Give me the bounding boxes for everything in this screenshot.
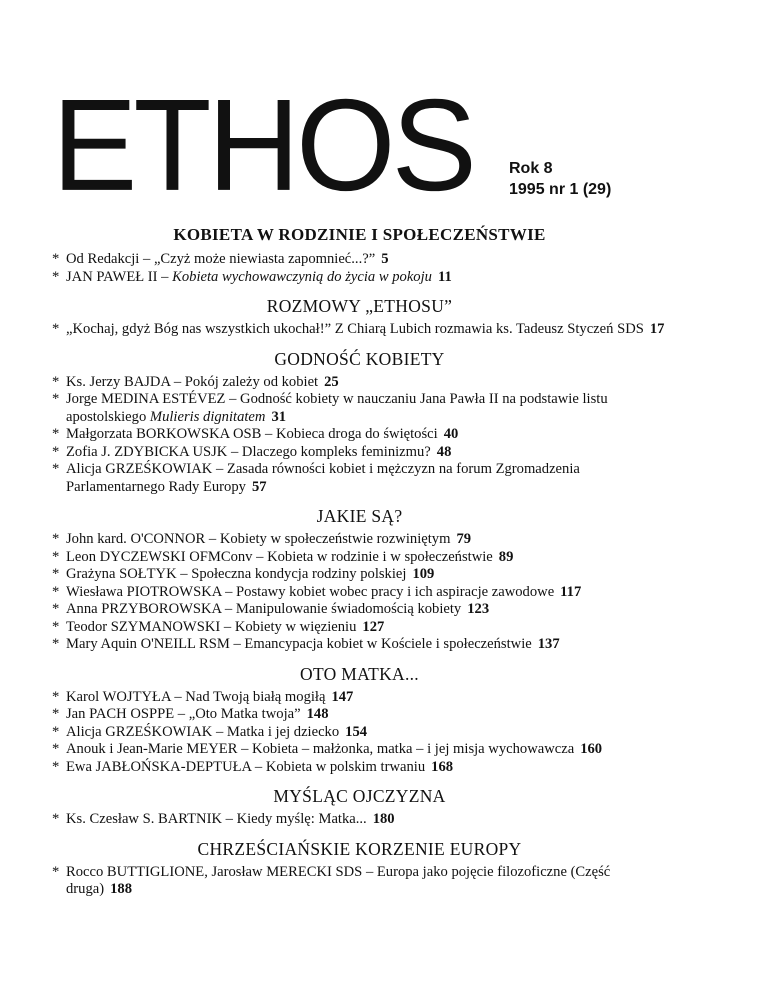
bullet-asterisk: *	[52, 583, 60, 600]
toc-entry	[52, 444, 667, 462]
bullet-asterisk: *	[52, 688, 60, 705]
issue-year: Rok 8	[509, 160, 553, 177]
section-title: MYŚLĄC OJCZYZNA	[273, 786, 446, 806]
section-title: OTO MATKA...	[300, 663, 419, 684]
page-number: 137	[537, 636, 560, 652]
entry-text: Leon DYCZEWSKI OFMConv – Kobieta w rodzinie i w społeczeństwie	[66, 548, 493, 565]
entry-text: Teodor SZYMANOWSKI – Kobiety w więzieniu	[66, 618, 357, 635]
page-number: 89	[498, 548, 514, 565]
bullet-asterisk: *	[52, 566, 60, 582]
entry-text: Anouk i Jean-Marie MEYER – Kobieta – małżonka, matka – i jej misja wychowawcza	[66, 741, 575, 757]
table-of-contents	[52, 224, 667, 908]
toc-section	[52, 224, 667, 286]
toc-entry	[52, 759, 667, 777]
entry-text: Alicja GRZEŚKOWIAK – Zasada równości kobiet i mężczyzn na forum Zgromadzenia Parlamentarnego Rady Europy	[66, 461, 580, 495]
page-number: 188	[110, 881, 132, 897]
entry-text: Grażyna SOŁTYK – Społeczna kondycja rodziny polskiej	[66, 566, 407, 582]
page-number: 11	[437, 268, 452, 285]
bullet-asterisk: *	[52, 618, 60, 635]
entry-text: Od Redakcji – „Czyż może niewiasta zapomnieć...?”	[66, 251, 376, 267]
section-title: KOBIETA W RODZINIE I SPOŁECZEŃSTWIE	[173, 225, 546, 244]
toc-entry	[52, 619, 667, 637]
page-number: 25	[324, 373, 339, 390]
section-title: ROZMOWY „ETHOSU”	[266, 296, 453, 316]
page-number: 180	[372, 811, 395, 827]
page-number: 168	[431, 758, 454, 775]
entry-text: Anna PRZYBOROWSKA – Manipulowanie świadomością kobiety	[66, 601, 462, 617]
entry-text: Ewa JABŁOŃSKA-DEPTUŁA – Kobieta w polskim trwaniu	[66, 758, 426, 775]
bullet-asterisk: *	[52, 461, 60, 477]
bullet-asterisk: *	[52, 531, 60, 547]
toc-section	[52, 663, 667, 777]
toc-entry	[52, 461, 667, 496]
toc-section	[52, 295, 667, 339]
bullet-asterisk: *	[52, 426, 60, 442]
toc-entry	[52, 549, 667, 567]
entry-text: Alicja GRZEŚKOWIAK – Matka i jej dziecko	[66, 723, 340, 740]
page-number: 79	[456, 531, 472, 547]
bullet-asterisk: *	[52, 758, 60, 775]
bullet-asterisk: *	[52, 601, 60, 617]
bullet-asterisk: *	[52, 636, 60, 652]
entry-text: Jan PACH OSPPE – „Oto Matka twoja”	[66, 706, 301, 722]
bullet-asterisk: *	[52, 723, 60, 740]
entry-text: Małgorzata BORKOWSKA OSB – Kobieca droga do świętości	[66, 426, 438, 442]
toc-entry	[52, 391, 667, 426]
page-number: 31	[271, 408, 287, 425]
section-title: JAKIE SĄ?	[316, 506, 403, 526]
page-number: 48	[436, 443, 452, 460]
page-number: 5	[381, 251, 389, 267]
entry-text: Zofia J. ZDYBICKA USJK – Dlaczego kompleks feminizmu?	[66, 443, 431, 460]
toc-entry	[52, 864, 667, 899]
toc-section	[52, 505, 667, 654]
section-title: CHRZEŚCIAŃSKIE KORZENIE EUROPY	[197, 838, 522, 859]
toc-section	[52, 348, 667, 497]
bullet-asterisk: *	[52, 863, 60, 880]
toc-entry	[52, 251, 667, 269]
bullet-asterisk: *	[52, 741, 60, 757]
issue-info	[509, 158, 611, 200]
toc-section	[52, 838, 667, 899]
page-number: 17	[649, 321, 665, 337]
toc-entry	[52, 636, 667, 654]
bullet-asterisk: *	[52, 251, 60, 267]
entry-italic-title: Kobieta wychowawczynią do życia w pokoju	[172, 268, 432, 285]
entry-text: Jorge MEDINA ESTÉVEZ – Godność kobiety w nauczaniu Jana Pawła II na podstawie listu apostolskiego	[66, 391, 608, 425]
entry-text: John kard. O'CONNOR – Kobiety w społeczeństwie rozwiniętym	[66, 531, 451, 547]
page-number: 117	[560, 583, 582, 600]
entry-text: JAN PAWEŁ II –	[66, 268, 173, 285]
bullet-asterisk: *	[52, 321, 60, 337]
journal-logo: ETHOS	[52, 72, 473, 219]
page-number: 160	[580, 741, 603, 757]
bullet-asterisk: *	[52, 706, 60, 722]
toc-entry	[52, 426, 667, 444]
entry-text: Ks. Jerzy BAJDA – Pokój zależy od kobiet	[66, 373, 319, 390]
page-number: 148	[306, 706, 329, 722]
bullet-asterisk: *	[52, 391, 60, 407]
entry-text: Ks. Czesław S. BARTNIK – Kiedy myślę: Matka...	[66, 811, 367, 827]
toc-entry	[52, 374, 667, 392]
bullet-asterisk: *	[52, 268, 60, 285]
toc-entry	[52, 811, 667, 829]
toc-entry	[52, 706, 667, 724]
toc-section	[52, 785, 667, 829]
toc-entry	[52, 269, 667, 287]
issue-number: 1995 nr 1 (29)	[509, 181, 612, 198]
section-title: GODNOŚĆ KOBIETY	[274, 348, 445, 369]
toc-entry	[52, 584, 667, 602]
bullet-asterisk: *	[52, 373, 60, 390]
page-number: 123	[467, 601, 490, 617]
page-number: 109	[412, 566, 435, 582]
bullet-asterisk: *	[52, 443, 60, 460]
entry-text: Rocco BUTTIGLIONE, Jarosław MERECKI SDS – Europa jako pojęcie filozoficzne (Część druga)	[66, 863, 611, 897]
bullet-asterisk: *	[52, 811, 60, 827]
page-number: 40	[443, 426, 459, 442]
page-number: 147	[331, 688, 354, 705]
entry-text: Mary Aquin O'NEILL RSM – Emancypacja kobiet w Kościele i społeczeństwie	[66, 636, 532, 652]
entry-text: Wiesława PIOTROWSKA – Postawy kobiet wobec pracy i ich aspiracje zawodowe	[66, 583, 555, 600]
toc-entry	[52, 689, 667, 707]
toc-entry	[52, 531, 667, 549]
page-number: 127	[362, 618, 385, 635]
entry-italic-title: Mulieris dignitatem	[149, 408, 266, 425]
toc-entry	[52, 321, 667, 339]
page-number: 57	[251, 478, 267, 495]
masthead	[52, 72, 732, 219]
entry-text: Karol WOJTYŁA – Nad Twoją białą mogiłą	[66, 688, 326, 705]
page-number: 154	[345, 723, 368, 740]
entry-text: „Kochaj, gdyż Bóg nas wszystkich ukochał!” Z Chiarą Lubich rozmawia ks. Tadeusz Styczeń SDS	[66, 321, 644, 337]
toc-entry	[52, 741, 667, 759]
bullet-asterisk: *	[52, 548, 60, 565]
toc-entry	[52, 601, 667, 619]
toc-entry	[52, 566, 667, 584]
toc-entry	[52, 724, 667, 742]
